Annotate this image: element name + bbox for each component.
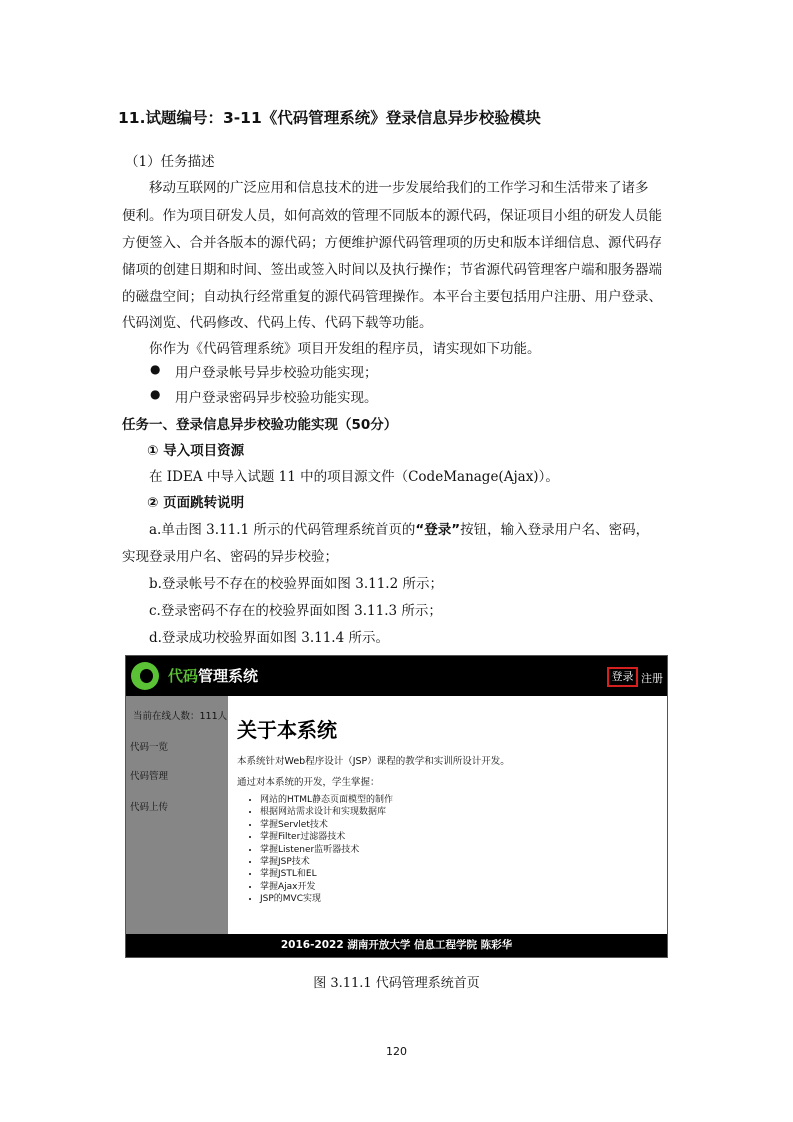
paragraph-line: 储项的创建日期和时间、签出或签入时间以及执行操作；节省源代码管理客户端和服务器端 bbox=[122, 262, 662, 278]
paragraph-line: 的磁盘空间；自动执行经常重复的源代码管理操作。本平台主要包括用户注册、用户登录、 bbox=[122, 289, 662, 305]
bullet-item: 用户登录帐号异步校验功能实现； bbox=[175, 365, 378, 381]
login-button[interactable]: 登录 bbox=[607, 667, 638, 687]
list-item: • 网站的HTML静态页面模型的制作 bbox=[260, 794, 393, 806]
figure-caption: 图 3.11.1 代码管理系统首页 bbox=[313, 976, 480, 991]
list-item: • JSP的MVC实现 bbox=[260, 893, 393, 905]
step2-a-line2: 实现登录用户名、密码的异步校验； bbox=[122, 549, 338, 565]
main-title: 关于本系统 bbox=[237, 718, 337, 742]
online-count: 当前在线人数：111人 bbox=[133, 711, 228, 722]
main-desc-2: 通过对本系统的开发，学生掌握： bbox=[237, 777, 380, 788]
list-item: • 掌握Ajax开发 bbox=[260, 881, 393, 893]
main-content bbox=[228, 696, 667, 934]
paragraph-2: 你作为《代码管理系统》项目开发组的程序员，请实现如下功能。 bbox=[149, 341, 541, 357]
step2-a-prefix: a.单击图 3.11.1 所示的代码管理系统首页的 bbox=[149, 522, 416, 538]
sidebar bbox=[126, 696, 228, 934]
list-item: • 掌握JSP技术 bbox=[260, 856, 393, 868]
app-title-green: 代码 bbox=[168, 667, 199, 685]
step2-c: c.登录密码不存在的校验界面如图 3.11.3 所示； bbox=[149, 603, 442, 619]
list-item: • 掌握Servlet技术 bbox=[260, 819, 393, 831]
step1-text: 在 IDEA 中导入试题 11 中的项目源文件（CodeManage(Ajax)）。 bbox=[149, 469, 559, 485]
paragraph-line: 移动互联网的广泛应用和信息技术的进一步发展给我们的工作学习和生活带来了诸多 bbox=[149, 180, 649, 196]
skills-list bbox=[248, 794, 393, 906]
app-footer: 2016-2022 湖南开放大学 信息工程学院 陈彩华 bbox=[126, 934, 667, 957]
register-link[interactable]: 注册 bbox=[641, 672, 663, 685]
step2-title: ② 页面跳转说明 bbox=[147, 495, 245, 511]
step1-title: ① 导入项目资源 bbox=[147, 443, 245, 459]
step2-a-bold: “登录” bbox=[415, 522, 461, 538]
sidebar-item-code-manage[interactable]: 代码管理 bbox=[130, 771, 169, 782]
paragraph-line: 方便签入、合并各版本的源代码；方便维护源代码管理项的历史和版本详细信息、源代码存 bbox=[122, 235, 662, 251]
bullet-dot: ● bbox=[150, 362, 161, 376]
page-number: 120 bbox=[386, 1045, 407, 1058]
app-title bbox=[168, 665, 258, 686]
bullet-dot: ● bbox=[150, 387, 161, 401]
section-label: （1）任务描述 bbox=[125, 154, 215, 170]
paragraph-line: 代码浏览、代码修改、代码上传、代码下载等功能。 bbox=[122, 315, 433, 331]
task-title: 任务一、登录信息异步校验功能实现（50分） bbox=[122, 417, 398, 433]
bullet-item: 用户登录密码异步校验功能实现。 bbox=[175, 390, 378, 406]
list-item: • 掌握Filter过滤器技术 bbox=[260, 831, 393, 843]
step2-d: d.登录成功校验界面如图 3.11.4 所示。 bbox=[149, 630, 389, 646]
list-item: • 掌握Listener监听器技术 bbox=[260, 844, 393, 856]
step2-a-suffix: 按钮，输入登录用户名、密码， bbox=[460, 522, 650, 538]
page-heading: 11.试题编号：3-11《代码管理系统》登录信息异步校验模块 bbox=[118, 109, 541, 127]
step2-a-line bbox=[149, 518, 649, 538]
main-desc-1: 本系统针对Web程序设计（JSP）课程的教学和实训所设计开发。 bbox=[237, 756, 510, 767]
paragraph-line: 便利。作为项目研发人员，如何高效的管理不同版本的源代码，保证项目小组的研发人员能 bbox=[122, 208, 662, 224]
list-item: • 掌握JSTL和EL bbox=[260, 868, 393, 880]
sidebar-item-code-list[interactable]: 代码一览 bbox=[130, 742, 169, 753]
step2-b: b.登录帐号不存在的校验界面如图 3.11.2 所示； bbox=[149, 576, 443, 592]
figure-screenshot bbox=[125, 655, 668, 958]
list-item: • 根据网站需求设计和实现数据库 bbox=[260, 806, 393, 818]
app-header bbox=[126, 656, 667, 696]
app-title-white: 管理系统 bbox=[198, 667, 259, 685]
sidebar-item-code-upload[interactable]: 代码上传 bbox=[130, 802, 169, 813]
logo-icon bbox=[131, 662, 159, 690]
